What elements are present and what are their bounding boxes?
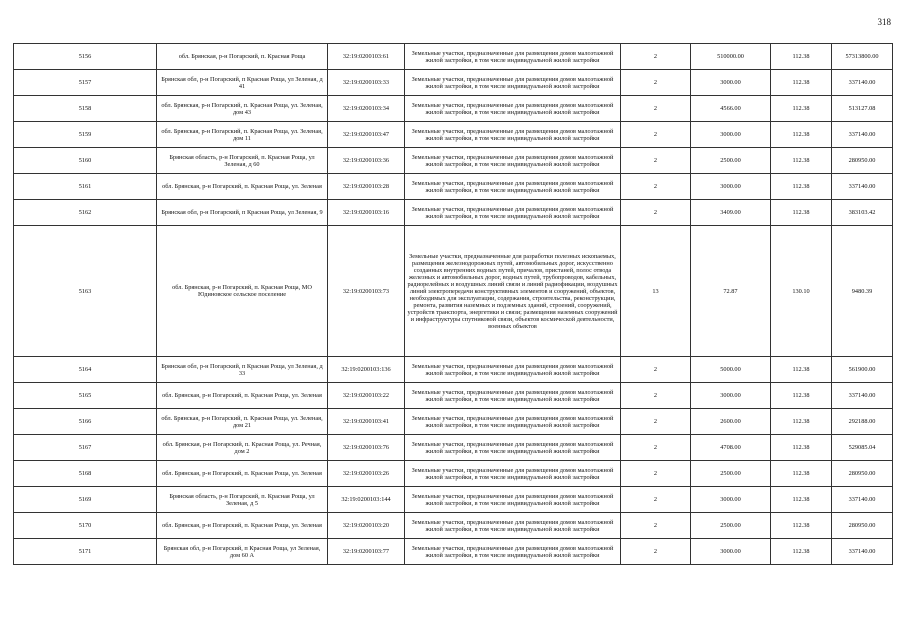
cell-land-use: Земельные участки, предназначенные для разработки полезных ископаемых, размещения железнодорожных путей, автомобильных дорог, искусственно созданных внутренних водных путей, причалов, пристаней, полос отвода железных и автомобильных дорог, водных путей, трубопроводов, кабельных, радиорелейных и воздушных линий связи и линий радиофикации, воздушных линий электропередачи конструктивных элементов и сооружений, объектов, необходимых для эксплуатации, содержания, строительства, реконструкции, ремонта, развития наземных и подземных зданий, строений, сооружений, устройств транспорта, энергетики и связи; размещения наземных сооружений и инфраструктуры спутниковой связи, объектов космической деятельности, военных объектов	[405, 226, 621, 357]
cell-group: 2	[621, 539, 691, 565]
cell-land-use: Земельные участки, предназначенные для размещения домов малоэтажной жилой застройки, в том числе индивидуальной жилой застройки	[405, 461, 621, 487]
cell-cadastral-value: 280950.00	[832, 461, 893, 487]
table-row	[14, 409, 893, 435]
cell-record-number: 5166	[14, 409, 157, 435]
cell-area: 72.87	[691, 226, 771, 357]
table-row	[14, 226, 893, 357]
cell-record-number: 5168	[14, 461, 157, 487]
cell-cadastral-number: 32:19:0200103:76	[328, 435, 405, 461]
cell-rate: 112.38	[771, 148, 832, 174]
cell-rate: 112.38	[771, 539, 832, 565]
cell-rate: 112.38	[771, 96, 832, 122]
cell-address: Брянская обл, р-н Погарский, п Красная Роща, ул Зеленая, 9	[157, 200, 328, 226]
cell-record-number: 5160	[14, 148, 157, 174]
cell-rate: 112.38	[771, 44, 832, 70]
cell-cadastral-value: 337140.00	[832, 122, 893, 148]
cell-cadastral-value: 513127.08	[832, 96, 893, 122]
cell-land-use: Земельные участки, предназначенные для размещения домов малоэтажной жилой застройки, в том числе индивидуальной жилой застройки	[405, 487, 621, 513]
cell-cadastral-value: 280950.00	[832, 148, 893, 174]
cell-land-use: Земельные участки, предназначенные для размещения домов малоэтажной жилой застройки, в том числе индивидуальной жилой застройки	[405, 383, 621, 409]
cell-area: 3000.00	[691, 122, 771, 148]
table-row	[14, 461, 893, 487]
page-number: 318	[877, 17, 891, 27]
cell-land-use: Земельные участки, предназначенные для размещения домов малоэтажной жилой застройки, в том числе индивидуальной жилой застройки	[405, 96, 621, 122]
cell-address: Брянская область, р-н Погарский, п. Красная Роща, ул Зеленая, д 60	[157, 148, 328, 174]
cell-group: 13	[621, 226, 691, 357]
cell-land-use: Земельные участки, предназначенные для размещения домов малоэтажной жилой застройки, в том числе индивидуальной жилой застройки	[405, 148, 621, 174]
cell-area: 4708.00	[691, 435, 771, 461]
cell-group: 2	[621, 383, 691, 409]
cell-cadastral-number: 32:19:0200103:16	[328, 200, 405, 226]
cell-land-use: Земельные участки, предназначенные для размещения домов малоэтажной жилой застройки, в том числе индивидуальной жилой застройки	[405, 44, 621, 70]
cell-cadastral-value: 561900.00	[832, 357, 893, 383]
cell-group: 2	[621, 200, 691, 226]
cell-land-use: Земельные участки, предназначенные для размещения домов малоэтажной жилой застройки, в том числе индивидуальной жилой застройки	[405, 409, 621, 435]
cell-cadastral-value: 292188.00	[832, 409, 893, 435]
cell-rate: 112.38	[771, 383, 832, 409]
table-row	[14, 435, 893, 461]
cell-address: обл. Брянская, р-н Погарский, п. Красная Роща, ул. Речная, дом 2	[157, 435, 328, 461]
cell-land-use: Земельные участки, предназначенные для размещения домов малоэтажной жилой застройки, в том числе индивидуальной жилой застройки	[405, 122, 621, 148]
cell-rate: 112.38	[771, 409, 832, 435]
cell-cadastral-number: 32:19:0200103:47	[328, 122, 405, 148]
cell-group: 2	[621, 357, 691, 383]
cell-group: 2	[621, 409, 691, 435]
cell-address: обл. Брянская, р-н Погарский, п. Красная Роща, ул. Зеленая, дом 21	[157, 409, 328, 435]
cell-cadastral-number: 32:19:0200103:20	[328, 513, 405, 539]
cell-land-use: Земельные участки, предназначенные для размещения домов малоэтажной жилой застройки, в том числе индивидуальной жилой застройки	[405, 70, 621, 96]
cell-cadastral-value: 337140.00	[832, 539, 893, 565]
table-row	[14, 122, 893, 148]
cell-record-number: 5156	[14, 44, 157, 70]
table-row	[14, 148, 893, 174]
cell-area: 2500.00	[691, 513, 771, 539]
cell-record-number: 5162	[14, 200, 157, 226]
cell-area: 5000.00	[691, 357, 771, 383]
cell-area: 3000.00	[691, 383, 771, 409]
table-row	[14, 383, 893, 409]
land-registry-table	[13, 43, 893, 565]
table-row	[14, 174, 893, 200]
table-row	[14, 44, 893, 70]
table-row	[14, 487, 893, 513]
cell-area: 2500.00	[691, 461, 771, 487]
cell-cadastral-value: 9480.39	[832, 226, 893, 357]
cell-rate: 112.38	[771, 461, 832, 487]
cell-rate: 130.10	[771, 226, 832, 357]
cell-cadastral-value: 383103.42	[832, 200, 893, 226]
cell-address: Брянская обл, р-н Погарский, п Красная Роща, ул Зеленая, д 41	[157, 70, 328, 96]
cell-cadastral-number: 32:19:0200103:22	[328, 383, 405, 409]
cell-cadastral-number: 32:19:0200103:26	[328, 461, 405, 487]
table-row	[14, 70, 893, 96]
cell-address: обл. Брянская, р-н Погарский, п. Красная Роща, ул. Зеленая, дом 43	[157, 96, 328, 122]
cell-area: 4566.00	[691, 96, 771, 122]
cell-cadastral-value: 280950.00	[832, 513, 893, 539]
cell-group: 2	[621, 148, 691, 174]
cell-cadastral-value: 337140.00	[832, 70, 893, 96]
cell-land-use: Земельные участки, предназначенные для размещения домов малоэтажной жилой застройки, в том числе индивидуальной жилой застройки	[405, 513, 621, 539]
cell-record-number: 5171	[14, 539, 157, 565]
cell-record-number: 5165	[14, 383, 157, 409]
table-body	[14, 44, 893, 565]
cell-cadastral-number: 32:19:0200103:61	[328, 44, 405, 70]
cell-group: 2	[621, 44, 691, 70]
cell-address: обл. Брянская, р-н Погарский, п. Красная Роща, ул. Зеленая, дом 11	[157, 122, 328, 148]
cell-rate: 112.38	[771, 122, 832, 148]
cell-cadastral-number: 32:19:0200103:28	[328, 174, 405, 200]
cell-land-use: Земельные участки, предназначенные для размещения домов малоэтажной жилой застройки, в том числе индивидуальной жилой застройки	[405, 539, 621, 565]
cell-cadastral-number: 32:19:0200103:144	[328, 487, 405, 513]
cell-group: 2	[621, 435, 691, 461]
cell-record-number: 5163	[14, 226, 157, 357]
cell-land-use: Земельные участки, предназначенные для размещения домов малоэтажной жилой застройки, в том числе индивидуальной жилой застройки	[405, 357, 621, 383]
cell-rate: 112.38	[771, 174, 832, 200]
cell-area: 510000.00	[691, 44, 771, 70]
cell-address: обл. Брянская, р-н Погарский, п. Красная Роща	[157, 44, 328, 70]
cell-area: 3000.00	[691, 487, 771, 513]
cell-land-use: Земельные участки, предназначенные для размещения домов малоэтажной жилой застройки, в том числе индивидуальной жилой застройки	[405, 200, 621, 226]
table-row	[14, 539, 893, 565]
cell-cadastral-number: 32:19:0200103:36	[328, 148, 405, 174]
cell-group: 2	[621, 461, 691, 487]
cell-rate: 112.38	[771, 70, 832, 96]
cell-land-use: Земельные участки, предназначенные для размещения домов малоэтажной жилой застройки, в том числе индивидуальной жилой застройки	[405, 174, 621, 200]
cell-area: 3000.00	[691, 539, 771, 565]
cell-address: обл. Брянская, р-н Погарский, п. Красная Роща, ул. Зеленая	[157, 513, 328, 539]
cell-cadastral-value: 337140.00	[832, 487, 893, 513]
cell-cadastral-value: 337140.00	[832, 383, 893, 409]
cell-address: Брянская обл, р-н Погарский, п Красная Роща, ул Зеленая, д 33	[157, 357, 328, 383]
table-row	[14, 96, 893, 122]
cell-record-number: 5161	[14, 174, 157, 200]
cell-rate: 112.38	[771, 487, 832, 513]
cell-group: 2	[621, 96, 691, 122]
cell-area: 3000.00	[691, 70, 771, 96]
cell-cadastral-number: 32:19:0200103:33	[328, 70, 405, 96]
cell-address: обл. Брянская, р-н Погарский, п. Красная Роща, ул. Зеленая	[157, 383, 328, 409]
cell-record-number: 5164	[14, 357, 157, 383]
cell-address: Брянская обл, р-н Погарский, п Красная Роща, ул Зеленая, дом 60 А	[157, 539, 328, 565]
cell-cadastral-number: 32:19:0200103:136	[328, 357, 405, 383]
cell-record-number: 5169	[14, 487, 157, 513]
cell-address: обл. Брянская, р-н Погарский, п. Красная Роща, ул. Зеленая	[157, 461, 328, 487]
cell-address: обл. Брянская, р-н Погарский, п. Красная Роща, МО Юдиновское сельское поселение	[157, 226, 328, 357]
cell-record-number: 5158	[14, 96, 157, 122]
cell-area: 3409.00	[691, 200, 771, 226]
cell-area: 2600.00	[691, 409, 771, 435]
cell-rate: 112.38	[771, 513, 832, 539]
cell-cadastral-value: 529085.04	[832, 435, 893, 461]
cell-group: 2	[621, 513, 691, 539]
cell-rate: 112.38	[771, 435, 832, 461]
cell-cadastral-number: 32:19:0200103:73	[328, 226, 405, 357]
table-row	[14, 513, 893, 539]
cell-rate: 112.38	[771, 200, 832, 226]
cell-record-number: 5159	[14, 122, 157, 148]
cell-address: Брянская область, р-н Погарский, п. Красная Роща, ул Зеленая, д 5	[157, 487, 328, 513]
cell-record-number: 5170	[14, 513, 157, 539]
cell-group: 2	[621, 122, 691, 148]
cell-record-number: 5167	[14, 435, 157, 461]
cell-area: 2500.00	[691, 148, 771, 174]
cell-group: 2	[621, 487, 691, 513]
cell-address: обл. Брянская, р-н Погарский, п. Красная Роща, ул. Зеленая	[157, 174, 328, 200]
cell-rate: 112.38	[771, 357, 832, 383]
table-row	[14, 357, 893, 383]
cell-cadastral-number: 32:19:0200103:77	[328, 539, 405, 565]
table-row	[14, 200, 893, 226]
cell-group: 2	[621, 70, 691, 96]
cell-cadastral-value: 337140.00	[832, 174, 893, 200]
cell-cadastral-number: 32:19:0200103:34	[328, 96, 405, 122]
cell-cadastral-number: 32:19:0200103:41	[328, 409, 405, 435]
cell-area: 3000.00	[691, 174, 771, 200]
cell-cadastral-value: 57313800.00	[832, 44, 893, 70]
cell-land-use: Земельные участки, предназначенные для размещения домов малоэтажной жилой застройки, в том числе индивидуальной жилой застройки	[405, 435, 621, 461]
cell-record-number: 5157	[14, 70, 157, 96]
cell-group: 2	[621, 174, 691, 200]
